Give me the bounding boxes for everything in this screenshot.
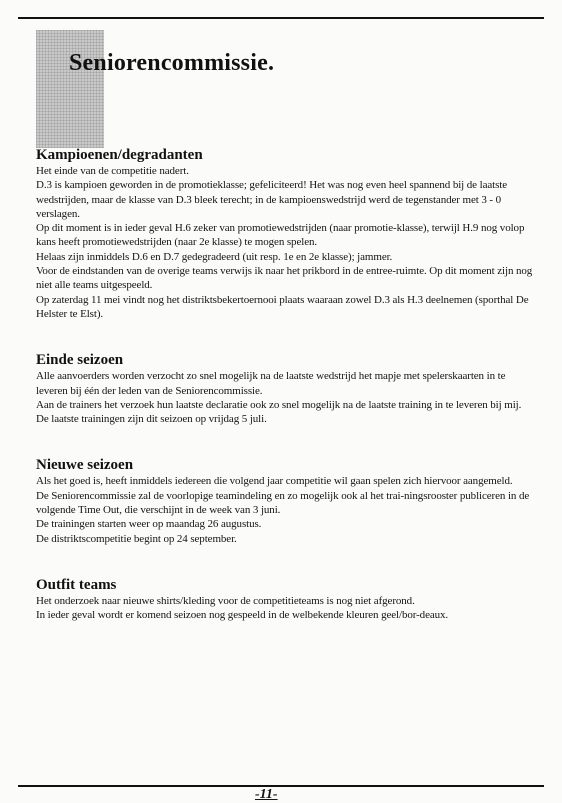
paragraph: Op zaterdag 11 mei vindt nog het distriktsbekertoernooi plaats waaraan zowel D.3 als H.3 deelnemen (sporthal De Helster te Elst). (36, 293, 529, 320)
bottom-rule (18, 785, 544, 787)
paragraph: De laatste trainingen zijn dit seizoen op vrijdag 5 juli. (36, 413, 267, 426)
paragraph: Als het goed is, heeft inmiddels iedereen die volgend jaar competitie wil gaan spelen zich hiervoor aangemeld. (36, 475, 513, 488)
title-block (36, 30, 536, 150)
section-heading: Kampioenen/degradanten (36, 147, 203, 163)
paragraph: Helaas zijn inmiddels D.6 en D.7 gedegradeerd (uit resp. 1e en 2e klasse); jammer. (36, 250, 393, 263)
page-number: -11- (255, 787, 278, 802)
paragraph: Het einde van de competitie nadert. (36, 165, 189, 177)
section-heading: Outfit teams (36, 576, 117, 593)
paragraph: De Seniorencommissie zal de voorlopige teamindeling en zo mogelijk ook al het trai-ningsrooster publiceren in de volgende Time Out, die verschijnt in de week van 3 juni. (36, 489, 530, 517)
paragraph: Alle aanvoerders worden verzocht zo snel mogelijk na de laatste wedstrijd het mapje met spelerskaarten in te leveren bij één der leden van de Seniorencommissie. (36, 370, 506, 397)
paragraph: Op dit moment is in ieder geval H.6 zeker van promotiewedstrijden (naar promotie-klasse), terwijl H.9 nog volop kans heeft promotiewedstrijden (naar 2e klasse) te mogen spelen. (36, 222, 525, 249)
halftone-shade-decoration (36, 30, 104, 148)
paragraph: Het onderzoek naar nieuwe shirts/kleding voor de competitieteams is nog niet afgerond. (36, 594, 415, 607)
paragraph: De distriktscompetitie begint op 24 september. (36, 532, 237, 545)
section-heading: Nieuwe seizoen (36, 457, 134, 474)
paragraph: Voor de eindstanden van de overige teams verwijs ik naar het prikbord in de entree-ruimte. Op dit moment zijn nog niet alle teams uitgespeeld. (36, 265, 533, 292)
section-heading: Einde seizoen (36, 352, 124, 369)
section-outfit-teams (36, 576, 536, 623)
page-title: Seniorencommissie. (69, 50, 275, 76)
paragraph: D.3 is kampioen geworden in de promotieklasse; gefeliciteerd! Het was nog even heel spannend bij de laatste wedstrijden, maar de klasse van D.3 bleek terecht; in de kampioenswedstrijd werd de tegenstander met 3 - 0 verslagen. (36, 179, 508, 220)
top-rule (18, 17, 544, 19)
paragraph: In ieder geval wordt er komend seizoen nog gespeeld in de welbekende kleuren geel/bor-deaux. (36, 609, 449, 622)
section-einde-seizoen (36, 351, 536, 426)
article-body (36, 146, 536, 623)
paragraph: Aan de trainers het verzoek hun laatste declaratie ook zo snel mogelijk na de laatste training in te leveren bij mij. (36, 398, 522, 411)
section-kampioenen (36, 146, 536, 321)
paragraph: De trainingen starten weer op maandag 26 augustus. (36, 518, 262, 531)
section-nieuwe-seizoen (36, 456, 536, 545)
